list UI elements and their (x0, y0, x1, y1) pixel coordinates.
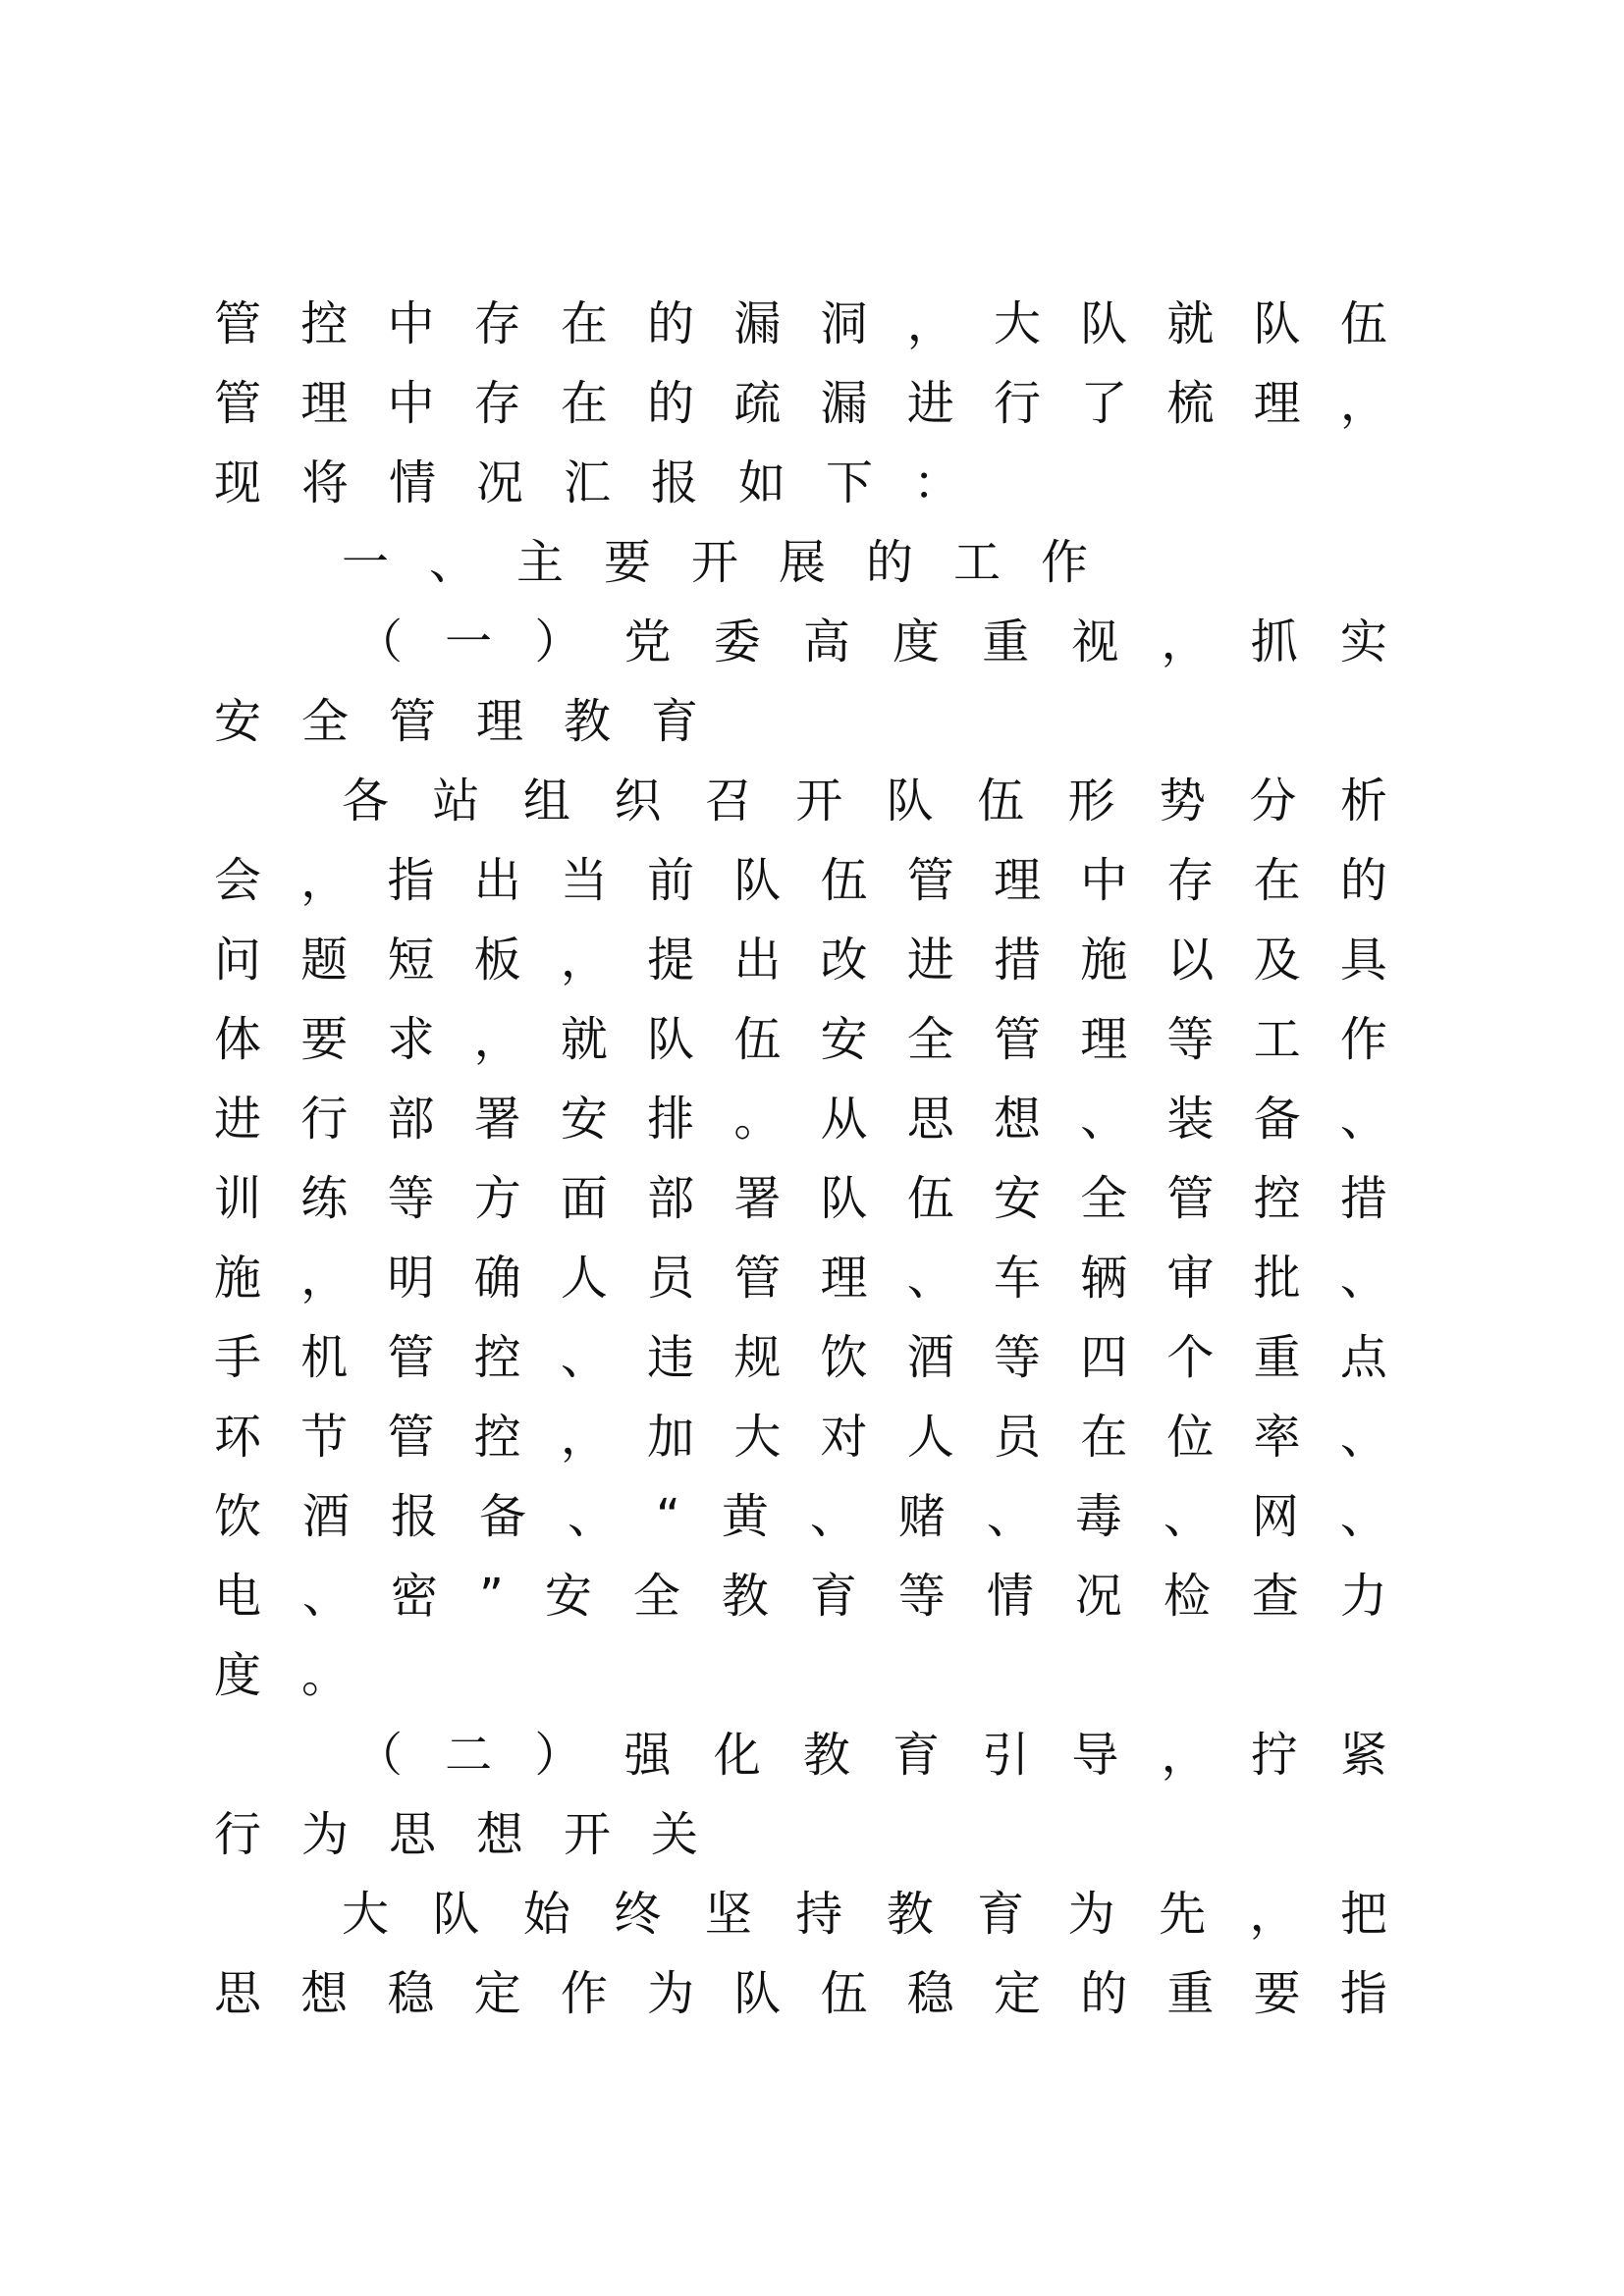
body-line: 电 、 密 ” 安 全 教 育 等 情 况 检 查 力 (214, 1569, 1387, 1624)
section-heading: 一、主要开展的工作 (342, 535, 1129, 590)
subsection-heading: （ 一 ） 党 委 高 度 重 视 ， 抓 实 (355, 614, 1387, 669)
body-line: 度。 (214, 1648, 390, 1703)
body-line: 思 想 稳 定 作 为 队 伍 稳 定 的 重 要 指 (214, 1966, 1387, 2021)
body-line: 饮 酒 报 备 、 “ 黄 、 赌 、 毒 、 网 、 (214, 1489, 1387, 1544)
body-line: 环 节 管 控 ， 加 大 对 人 员 在 位 率 、 (214, 1410, 1387, 1465)
body-line: 各 站 组 织 召 开 队 伍 形 势 分 析 (342, 774, 1387, 828)
body-line: 训 练 等 方 面 部 署 队 伍 安 全 管 控 措 (214, 1171, 1387, 1226)
body-line: 大 队 始 终 坚 持 教 育 为 先 ， 把 (342, 1887, 1387, 1942)
body-line: 进 行 部 署 安 排 。 从 思 想 、 装 备 、 (214, 1092, 1387, 1147)
body-line: 问 题 短 板 ， 提 出 改 进 措 施 以 及 具 (214, 933, 1387, 988)
body-line: 管 控 中 存 在 的 漏 洞 ， 大 队 就 队 伍 (214, 296, 1387, 351)
subsection-heading: （ 二 ） 强 化 教 育 引 导 ， 拧 紧 (355, 1728, 1387, 1783)
subsection-heading-continued: 行为思想开关 (214, 1807, 739, 1862)
body-line: 体 要 求 ， 就 队 伍 安 全 管 理 等 工 作 (214, 1012, 1387, 1067)
body-line: 施 ， 明 确 人 员 管 理 、 车 辆 审 批 、 (214, 1251, 1387, 1306)
subsection-heading-continued: 安全管理教育 (214, 694, 739, 749)
body-line: 手 机 管 控 、 违 规 饮 酒 等 四 个 重 点 (214, 1330, 1387, 1385)
body-line: 现将情况汇报如下： (214, 455, 1001, 510)
body-line: 管 理 中 存 在 的 疏 漏 进 行 了 梳 理 ， (214, 376, 1387, 431)
body-line: 会 ， 指 出 当 前 队 伍 管 理 中 存 在 的 (214, 853, 1387, 908)
